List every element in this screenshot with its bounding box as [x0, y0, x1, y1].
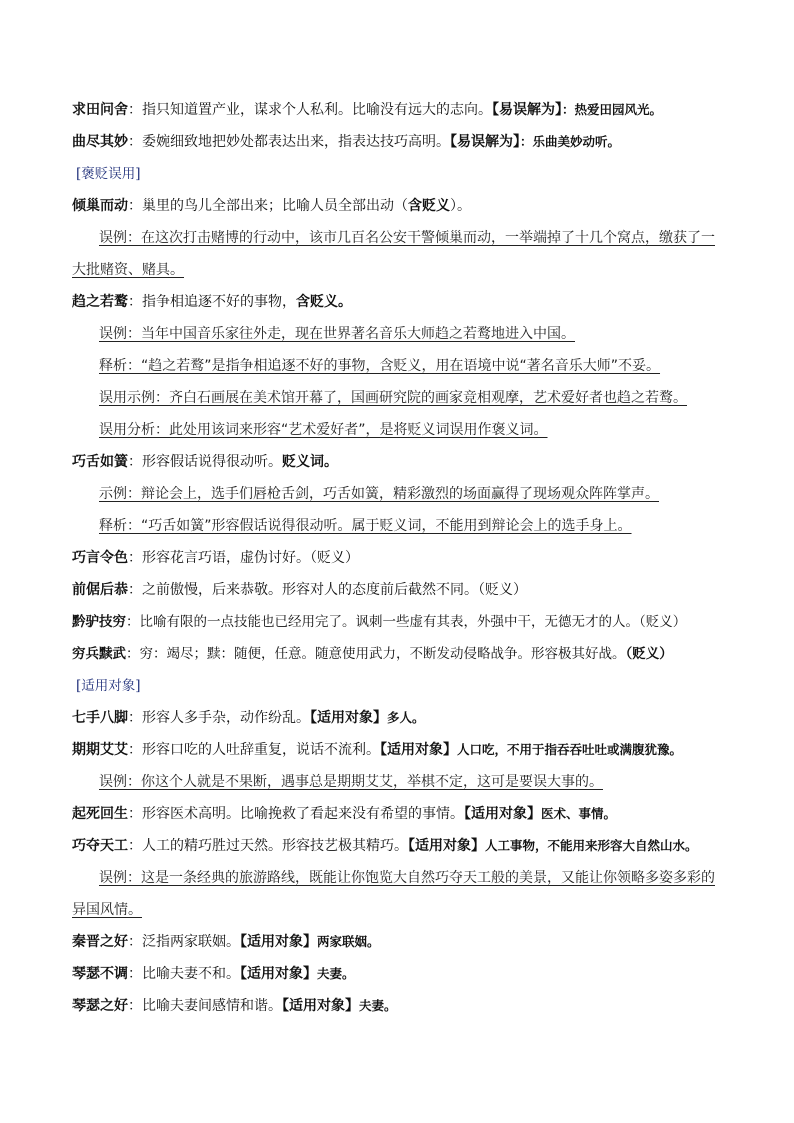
entry-qisihuisheng	[72, 804, 732, 824]
idiom-definition: ：比喻夫妻间感情和谐。	[128, 998, 282, 1014]
idiom-term: 琴瑟之好	[72, 998, 128, 1014]
idiom-definition-end: ）。	[450, 198, 471, 214]
idiom-definition: ：之前傲慢，后来恭敬。形容对人的态度前后截然不同。（贬义）	[128, 582, 527, 598]
idiom-term: 起死回生	[72, 806, 128, 822]
idiom-term: 巧言令色	[72, 550, 128, 566]
idiom-term: 七手八脚	[72, 710, 128, 726]
idiom-definition: ：比喻有限的一点技能也已经用完了。讽刺一些虚有其表，外强中干，无德无才的人。（贬义）	[126, 614, 687, 630]
idiom-term: 巧舌如簧	[72, 454, 128, 470]
idiom-definition-bold: 含贬义。	[296, 294, 352, 310]
entry-qiongbingduwu	[72, 644, 732, 664]
tag-text: 人工事物，不能用来形容大自然山水。	[485, 838, 698, 853]
tag-text: 人口吃，不用于指吞吞吐吐或满腹犹豫。	[457, 742, 683, 757]
entry-qiutianwenshe	[72, 100, 732, 120]
analysis-line: 释析：“巧舌如簧”形容假话说得很动听。属于贬义词，不能用到辩论会上的选手身上。	[99, 518, 632, 534]
tag-label: 【适用对象】	[408, 838, 485, 854]
entry-qianjuhougong	[72, 580, 732, 600]
idiom-definition: ：指争相追逐不好的事物，	[128, 294, 296, 310]
idiom-definition: ：形容假话说得很动听。	[128, 454, 282, 470]
tag-text: 两家联姻。	[317, 934, 380, 949]
tag-label: 【易误解为】	[450, 134, 520, 150]
misuse-example-line: 误用示例：齐白石画展在美术馆开幕了，国画研究院的画家竞相观摩，艺术爱好者也趋之若鹜。	[99, 390, 687, 406]
idiom-definition: ：穷：竭尽；黩：随便，任意。随意使用武力，不断发动侵略战争。形容极其好战。	[126, 646, 626, 662]
tag-label: 【适用对象】	[240, 966, 317, 982]
tag-label: 【适用对象】	[464, 806, 541, 822]
misuse-analysis-line: 误用分析：此处用该词来形容“艺术爱好者”，是将贬义词误用作褒义词。	[99, 422, 548, 438]
entry-qiaodutiangong	[72, 836, 732, 856]
entry-qinsebutiao	[72, 964, 732, 984]
tag-label: 【适用对象】	[282, 998, 359, 1014]
idiom-term: 巧夺天工	[72, 838, 128, 854]
tag-text: ：热爱田园风光。	[562, 102, 663, 117]
entry-qingchaoerdong	[72, 196, 732, 216]
idiom-term: 秦晋之好	[72, 934, 128, 950]
idiom-definition: ：委婉细致地把妙处都表达出来，指表达技巧高明。	[128, 134, 450, 150]
analysis-line: 释析：“趋之若鹜”是指争相追逐不好的事物，含贬义，用在语境中说“著名音乐大师”不妥。	[99, 358, 661, 374]
tag-label: 【适用对象】	[240, 934, 317, 950]
idiom-definition: ：形容口吃的人吐辞重复，说话不流利。	[128, 742, 380, 758]
example-line: 误例：这是一条经典的旅游路线，既能让你饱览大自然巧夺天工般的美景，又能让你领略多姿多彩的	[99, 870, 715, 886]
idiom-definition-bold: （贬义）	[625, 646, 673, 662]
tag-text: 多人。	[387, 710, 425, 725]
section-heading-praise-blame: [褒贬误用]	[76, 166, 141, 182]
entry-quzhiruowu	[72, 292, 732, 312]
idiom-definition: ：指只知道置产业，谋求个人私利。比喻没有远大的志向。	[128, 102, 492, 118]
entry-qujinqimiao	[72, 132, 732, 152]
idiom-definition: ：形容花言巧语，虚伪讨好。（贬义）	[128, 550, 359, 566]
example-line: 误例：当年中国音乐家往外走，现在世界著名音乐大师趋之若鹜地进入中国。	[99, 326, 575, 342]
tag-text: 夫妻。	[359, 998, 397, 1013]
idiom-definition: ：形容医术高明。比喻挽救了看起来没有希望的事情。	[128, 806, 464, 822]
tag-text: ：乐曲美妙动听。	[520, 134, 621, 149]
tag-label: 【适用对象】	[380, 742, 457, 758]
idiom-term: 穷兵黩武	[72, 646, 126, 662]
tag-label: 【适用对象】	[310, 710, 387, 726]
idiom-term: 黔驴技穷	[72, 614, 126, 630]
idiom-definition: ：比喻夫妻不和。	[128, 966, 240, 982]
entry-qinjinzhihao	[72, 932, 732, 952]
entry-qiqiaiai	[72, 740, 732, 760]
idiom-definition: ：形容人多手杂，动作纷乱。	[128, 710, 310, 726]
example-line-cont: 异国风情。	[72, 902, 142, 918]
idiom-definition-bold: 含贬义	[408, 198, 450, 214]
section-heading-applicable-objects: [适用对象]	[76, 678, 141, 694]
idiom-term: 前倨后恭	[72, 582, 128, 598]
idiom-term: 倾巢而动	[72, 198, 128, 214]
idiom-term: 趋之若鹜	[72, 294, 128, 310]
idiom-definition: ：泛指两家联姻。	[128, 934, 240, 950]
idiom-term: 曲尽其妙	[72, 134, 128, 150]
example-line: 误例：在这次打击赌博的行动中，该市几百名公安干警倾巢而动，一举端掉了十几个窝点，缴获了一	[99, 230, 715, 246]
idiom-term: 期期艾艾	[72, 742, 128, 758]
idiom-definition: ：人工的精巧胜过天然。形容技艺极其精巧。	[128, 838, 408, 854]
tag-text: 医术、事情。	[541, 806, 617, 821]
idiom-definition: ：巢里的鸟儿全部出来；比喻人员全部出动（	[128, 198, 408, 214]
entry-qishoubajiao	[72, 708, 732, 728]
example-line: 误例：你这个人就是不果断，遇事总是期期艾艾，举棋不定，这可是要误大事的。	[99, 774, 603, 790]
entry-qiaosherhuang	[72, 452, 732, 472]
example-line-cont: 大批赌资、赌具。	[72, 262, 184, 278]
idiom-term: 琴瑟不调	[72, 966, 128, 982]
tag-text: 夫妻。	[317, 966, 355, 981]
entry-qinsezhihao	[72, 996, 732, 1016]
example-line: 示例：辩论会上，选手们唇枪舌剑，巧舌如簧，精彩激烈的场面赢得了现场观众阵阵掌声。	[99, 486, 659, 502]
entry-qiaoyanlingse	[72, 548, 732, 568]
idiom-term: 求田问舍	[72, 102, 128, 118]
tag-label: 【易误解为】	[492, 102, 562, 118]
entry-qianlujiqiong	[72, 612, 732, 632]
idiom-definition-bold: 贬义词。	[282, 454, 338, 470]
